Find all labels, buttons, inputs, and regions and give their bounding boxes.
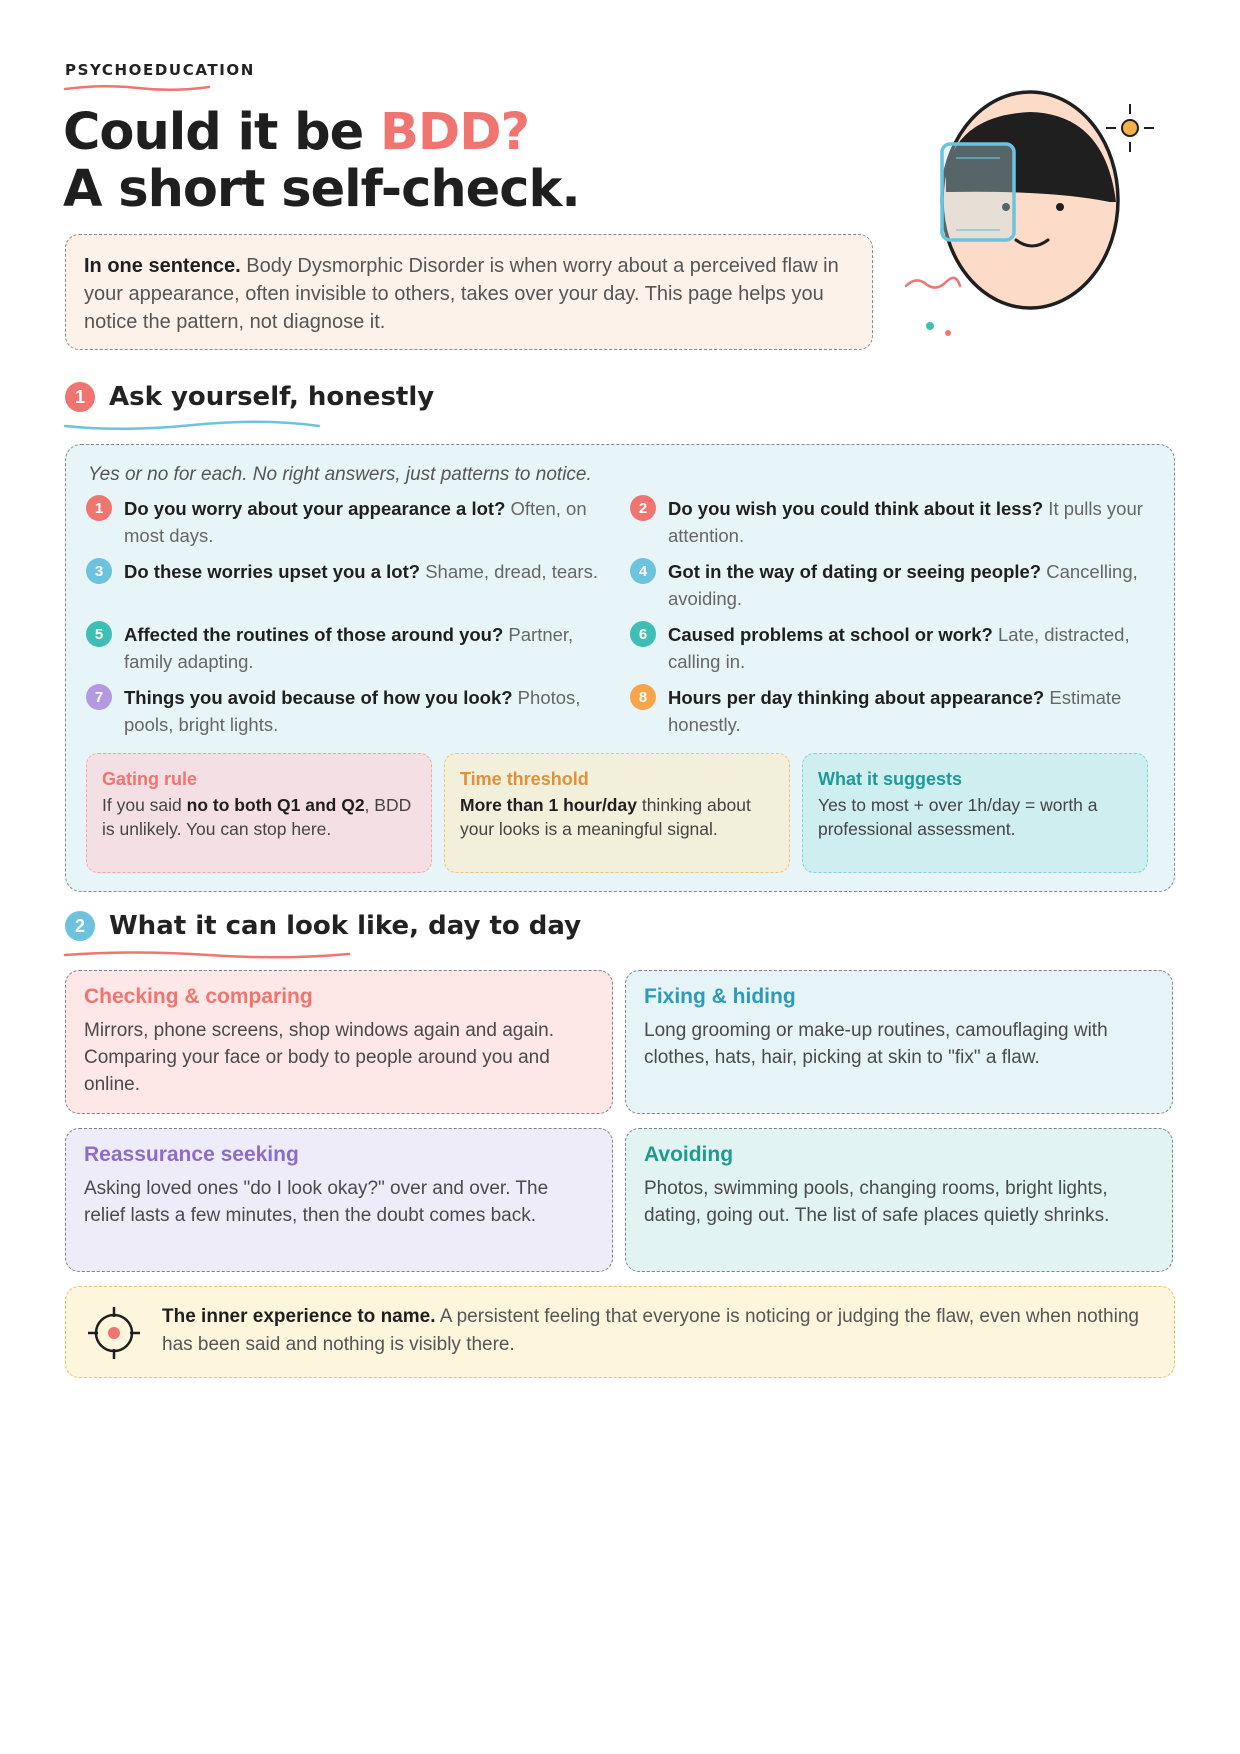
question-number: 4 — [630, 558, 656, 584]
intro-text: Body Dysmorphic Disorder is when worry about a perceived flaw in your appearance, often invisible to others, takes over your day. This page helps you notice the pattern, not diagnose it. — [84, 255, 839, 333]
question-number: 8 — [630, 684, 656, 710]
title-line-2: A short self-check. — [63, 160, 580, 219]
question-number: 6 — [630, 621, 656, 647]
card-reassurance-seeking — [65, 1128, 613, 1272]
card-title: Checking & comparing — [84, 985, 313, 1008]
question-text: Affected the routines of those around you? — [124, 624, 504, 645]
intro-box — [65, 234, 873, 350]
question-number: 3 — [86, 558, 112, 584]
eyebrow-squiggle — [63, 82, 213, 94]
question-text: Do you worry about your appearance a lot? — [124, 498, 506, 519]
card-fixing-hiding — [625, 970, 1173, 1114]
gating-rule-title: Gating rule — [102, 769, 198, 789]
card-title: Fixing & hiding — [644, 985, 796, 1008]
section-2-number: 2 — [65, 911, 95, 941]
section-1-heading — [65, 382, 434, 412]
section-1-number: 1 — [65, 382, 95, 412]
panel-note: Yes or no for each. No right answers, just patterns to notice. — [88, 464, 592, 485]
question-2 — [630, 495, 1150, 549]
gating-rule-box — [86, 753, 432, 873]
inner-text: A persistent feeling that everyone is noticing or judging the flaw, even when nothing has been said and nothing is visibly there. — [162, 1306, 1139, 1355]
card-body: Mirrors, phone screens, shop windows again and again. Comparing your face or body to people around you and online. — [84, 1020, 554, 1095]
question-number: 5 — [86, 621, 112, 647]
section-2-squiggle — [63, 949, 353, 961]
card-checking-comparing — [65, 970, 613, 1114]
question-number: 7 — [86, 684, 112, 710]
section-1-squiggle — [63, 420, 323, 432]
inner-lead: The inner experience to name. — [162, 1306, 436, 1327]
question-text: Got in the way of dating or seeing people? — [668, 561, 1042, 582]
card-body: Asking loved ones "do I look okay?" over and over. The relief lasts a few minutes, then the doubt comes back. — [84, 1178, 549, 1226]
gating-pre: If you said — [102, 795, 187, 815]
gating-bold: no to both Q1 and Q2 — [186, 795, 365, 815]
threshold-bold: More than 1 hour/day — [460, 795, 637, 815]
gating-post: , BDD is unlikely. You can stop here. — [102, 795, 412, 839]
card-avoiding — [625, 1128, 1173, 1272]
question-text: Hours per day thinking about appearance? — [668, 687, 1045, 708]
face-mirror-illustration — [900, 90, 1180, 350]
section-1-title: Ask yourself, honestly — [109, 382, 435, 412]
question-text: Things you avoid because of how you look? — [124, 687, 513, 708]
section-2-title: What it can look like, day to day — [109, 911, 582, 941]
threshold-post: thinking about your looks is a meaningful signal. — [460, 795, 751, 839]
time-threshold-box — [444, 753, 790, 873]
intro-lead: In one sentence. — [84, 255, 241, 277]
page-title — [63, 104, 580, 218]
target-icon — [86, 1305, 142, 1361]
card-body: Photos, swimming pools, changing rooms, bright lights, dating, going out. The list of safe places quietly shrinks. — [644, 1178, 1110, 1226]
question-6 — [630, 621, 1150, 675]
card-body: Long grooming or make-up routines, camouflaging with clothes, hats, hair, picking at skin to "fix" a flaw. — [644, 1020, 1108, 1068]
question-text: Do these worries upset you a lot? — [124, 561, 421, 582]
question-number: 2 — [630, 495, 656, 521]
question-detail: Estimate honestly. — [668, 687, 1122, 735]
question-detail: Late, distracted, calling in. — [668, 624, 1130, 672]
question-detail: Shame, dread, tears. — [420, 561, 598, 582]
title-accent: BDD? — [380, 103, 530, 162]
question-1 — [86, 495, 606, 549]
eyebrow-label: PSYCHOEDUCATION — [65, 61, 255, 79]
question-text: Do you wish you could think about it less? — [668, 498, 1044, 519]
inner-experience-box — [65, 1286, 1175, 1378]
question-number: 1 — [86, 495, 112, 521]
question-detail: Partner, family adapting. — [124, 624, 574, 672]
card-title: Reassurance seeking — [84, 1143, 299, 1166]
section-2-heading — [65, 911, 581, 941]
question-detail: Often, on most days. — [124, 498, 587, 546]
what-it-suggests-title: What it suggests — [818, 769, 963, 789]
card-title: Avoiding — [644, 1143, 734, 1166]
question-text: Caused problems at school or work? — [668, 624, 993, 645]
question-7 — [86, 684, 606, 738]
question-detail: Photos, pools, bright lights. — [124, 687, 581, 735]
question-3 — [86, 558, 606, 585]
time-threshold-title: Time threshold — [460, 769, 589, 789]
self-check-panel — [65, 444, 1175, 892]
question-detail: Cancelling, avoiding. — [668, 561, 1138, 609]
question-detail: It pulls your attention. — [668, 498, 1143, 546]
suggests-text: Yes to most + over 1h/day = worth a professional assessment. — [818, 795, 1098, 839]
question-4 — [630, 558, 1150, 612]
title-part-1: Could it be — [63, 103, 380, 162]
question-8 — [630, 684, 1150, 738]
question-5 — [86, 621, 606, 675]
what-it-suggests-box — [802, 753, 1148, 873]
